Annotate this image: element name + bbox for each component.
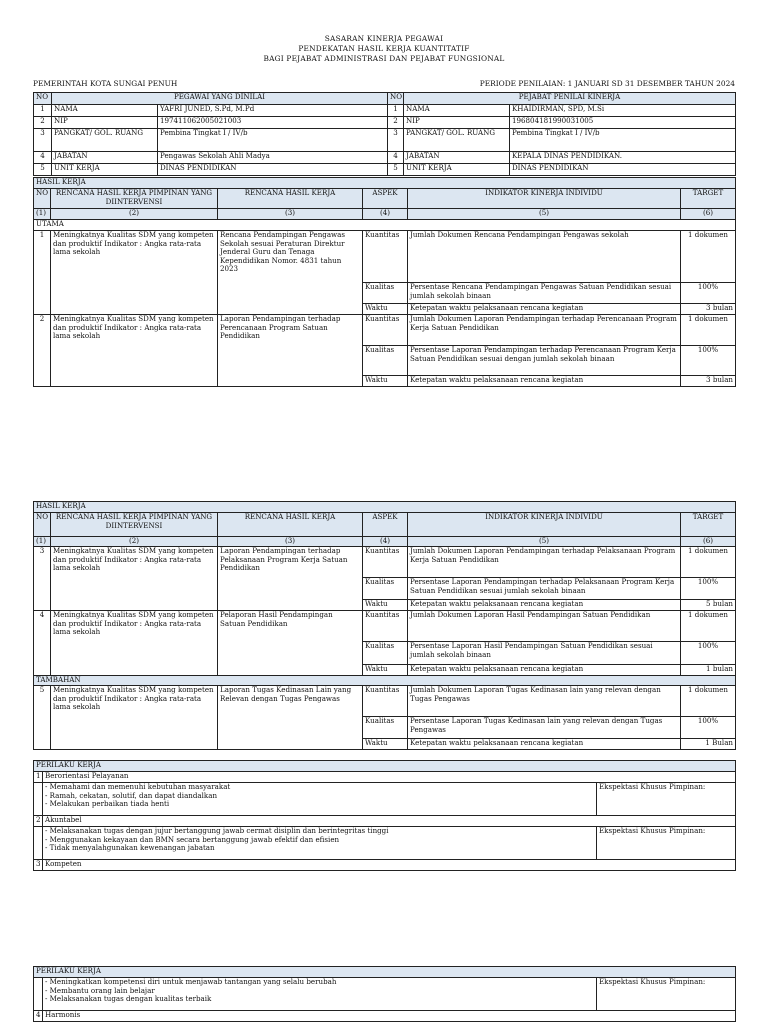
target-value: 3 bulan <box>681 304 736 315</box>
indicator-text: Jumlah Dokumen Laporan Hasil Pendampingan Satuan Pendidikan <box>408 611 681 642</box>
col-index: (5) <box>408 209 681 220</box>
employee-nip: 197411062005021003 <box>158 117 388 129</box>
pimpinan-text: Meningkatnya Kualitas SDM yang kompeten dan produktif Indikator : Angka rata-rata lama sekolah <box>51 686 218 750</box>
row-label: JABATAN <box>404 152 510 164</box>
indicator-text: Jumlah Dokumen Laporan Pendampingan terhadap Perencanaan Program Kerja Satuan Pendidikan <box>408 315 681 346</box>
row-label: NAMA <box>404 105 510 117</box>
employee-unit: DINAS PENDIDIKAN <box>158 164 388 176</box>
identity-table <box>33 92 736 176</box>
row-no: 4 <box>34 152 52 164</box>
rencana-text: Rencana Pendampingan Pengawas Sekolah sesuai Peraturan Direktur Jenderal Guru dan Tenaga Kependidikan Nomor. 4831 tahun 2023 <box>218 231 363 315</box>
indicator-text: Ketepatan waktu pelaksanaan rencana kegiatan <box>408 376 681 387</box>
col-indikator: INDIKATOR KINERJA INDIVIDU <box>408 189 681 209</box>
target-value: 1 dokumen <box>681 231 736 283</box>
aspect-label: Waktu <box>363 304 408 315</box>
behavior-detail <box>34 978 736 1011</box>
target-value: 1 dokumen <box>681 686 736 717</box>
col-index: (2) <box>51 209 218 220</box>
indicator-text: Ketepatan waktu pelaksanaan rencana kegiatan <box>408 600 681 611</box>
indicator-text: Jumlah Dokumen Laporan Tugas Kedinasan lain yang relevan dengan Tugas Pengawas <box>408 686 681 717</box>
row-no: 2 <box>388 117 404 129</box>
col-rencana: RENCANA HASIL KERJA <box>218 189 363 209</box>
row-no: 1 <box>388 105 404 117</box>
col-target: TARGET <box>681 513 736 537</box>
aspect-label: Kuantitas <box>363 686 408 717</box>
aspect-label: Waktu <box>363 739 408 750</box>
agency-name: PEMERINTAH KOTA SUNGAI PENUH <box>33 79 178 88</box>
row-no: 3 <box>34 129 52 152</box>
indicator-text: Jumlah Dokumen Rencana Pendampingan Pengawas sekolah <box>408 231 681 283</box>
item-no: 5 <box>34 686 51 750</box>
rencana-text: Laporan Pendampingan terhadap Perencanaan Program Satuan Pendidikan <box>218 315 363 387</box>
row-no: 3 <box>388 129 404 152</box>
target-value: 5 bulan <box>681 600 736 611</box>
behavior-group <box>34 816 736 827</box>
rencana-text: Pelaporan Hasil Pendampingan Satuan Pendidikan <box>218 611 363 676</box>
group-no: 2 <box>34 816 43 827</box>
behavior-line: - Tidak menyalahgunakan kewenangan jabatan <box>45 843 215 853</box>
identity-row <box>34 117 736 129</box>
behavior-table-2 <box>33 966 736 1022</box>
table-row <box>34 686 736 717</box>
row-label: NAMA <box>52 105 158 117</box>
row-no: 2 <box>34 117 52 129</box>
col-no: NO <box>34 513 51 537</box>
item-no: 3 <box>34 547 51 611</box>
aspect-label: Waktu <box>363 376 408 387</box>
behavior-lines <box>43 978 597 1011</box>
col-index: (1) <box>34 537 51 547</box>
employee-name: YAFRI JUNED, S.Pd, M.Pd <box>158 105 388 117</box>
section-title: PERILAKU KERJA <box>34 761 736 772</box>
col-indikator: INDIKATOR KINERJA INDIVIDU <box>408 513 681 537</box>
aspect-label: Waktu <box>363 600 408 611</box>
indicator-text: Persentase Rencana Pendampingan Pengawas Satuan Pendidikan sesuai jumlah sekolah binaan <box>408 283 681 304</box>
target-value: 100% <box>681 346 736 376</box>
row-label: NIP <box>404 117 510 129</box>
assessor-nip: 196804181990031005 <box>510 117 736 129</box>
behavior-line: - Meningkatkan kompetensi diri untuk menjawab tantangan yang selalu berubah <box>45 977 337 986</box>
behavior-group <box>34 860 736 871</box>
aspect-label: Kuantitas <box>363 315 408 346</box>
item-no: 4 <box>34 611 51 676</box>
behavior-line: - Memahami dan memenuhi kebutuhan masyarakat <box>45 782 231 791</box>
group-title: Harmonis <box>43 1011 736 1022</box>
section-title: HASIL KERJA <box>34 502 736 513</box>
behavior-line: - Melakukan perbaikan tiada henti <box>45 799 170 809</box>
col-index: (4) <box>363 209 408 220</box>
col-pimpinan: RENCANA HASIL KERJA PIMPINAN YANG DIINTERVENSI <box>51 513 218 537</box>
target-value: 100% <box>681 283 736 304</box>
assessor-rank: Pembina Tingkat I / IV/b <box>510 129 736 152</box>
col-index: (6) <box>681 209 736 220</box>
group-title: Akuntabel <box>43 816 736 827</box>
row-no: 5 <box>34 164 52 176</box>
col-target: TARGET <box>681 189 736 209</box>
row-no: 4 <box>388 152 404 164</box>
target-value: 3 bulan <box>681 376 736 387</box>
group-title: Berorientasi Pelayanan <box>43 772 736 783</box>
col-aspek: ASPEK <box>363 513 408 537</box>
right-title: PEJABAT PENILAI KINERJA <box>404 93 736 105</box>
indicator-text: Persentase Laporan Hasil Pendampingan Satuan Pendidikan sesuai jumlah sekolah binaan <box>408 642 681 665</box>
col-index: (3) <box>218 537 363 547</box>
left-title: PEGAWAI YANG DINILAI <box>52 93 388 105</box>
behavior-group <box>34 1011 736 1022</box>
col-index: (2) <box>51 537 218 547</box>
target-value: 100% <box>681 578 736 600</box>
behavior-lines <box>43 827 597 860</box>
behavior-line: - Membantu orang lain belajar <box>45 985 155 995</box>
pimpinan-text: Meningkatnya Kualitas SDM yang kompeten dan produktif Indikator : Angka rata-rata lama sekolah <box>51 315 218 387</box>
work-results-table-1 <box>33 177 736 387</box>
col-no: NO <box>34 189 51 209</box>
aspect-label: Kuantitas <box>363 547 408 578</box>
identity-row <box>34 105 736 117</box>
indicator-text: Ketepatan waktu pelaksanaan rencana kegiatan <box>408 739 681 750</box>
target-value: 1 dokumen <box>681 611 736 642</box>
spacer-cell <box>34 827 43 860</box>
indicator-text: Persentase Laporan Pendampingan terhadap Pelaksanaan Program Kerja Satuan Pendidikan sesuai jumlah sekolah binaan <box>408 578 681 600</box>
behavior-line: - Menggunakan kekayaan dan BMN secara bertanggung jawab efektif dan efisien <box>45 834 340 844</box>
row-no: 5 <box>388 164 404 176</box>
indicator-text: Ketepatan waktu pelaksanaan rencana kegiatan <box>408 665 681 676</box>
leader-expectation: Ekspektasi Khusus Pimpinan: <box>597 978 736 1011</box>
identity-row <box>34 152 736 164</box>
target-value: 100% <box>681 717 736 739</box>
group-no: 4 <box>34 1011 43 1022</box>
aspect-label: Kualitas <box>363 283 408 304</box>
assessor-name: KHAIDIRMAN, SPD, M.Si <box>510 105 736 117</box>
col-aspek: ASPEK <box>363 189 408 209</box>
indicator-text: Jumlah Dokumen Laporan Pendampingan terhadap Pelaksanaan Program Kerja Satuan Pendidikan <box>408 547 681 578</box>
pimpinan-text: Meningkatnya Kualitas SDM yang kompeten dan produktif Indikator : Angka rata-rata lama sekolah <box>51 611 218 676</box>
behavior-line: - Melaksanakan tugas dengan kualitas terbaik <box>45 994 212 1004</box>
group-no: 3 <box>34 860 43 871</box>
target-value: 100% <box>681 642 736 665</box>
table-row <box>34 315 736 346</box>
col-index: (3) <box>218 209 363 220</box>
col-no: NO <box>34 93 52 105</box>
behavior-table-1 <box>33 760 736 871</box>
doc-title: SASARAN KINERJA PEGAWAI <box>324 34 444 43</box>
aspect-label: Kualitas <box>363 642 408 665</box>
spacer-cell <box>34 978 43 1011</box>
target-value: 1 dokumen <box>681 547 736 578</box>
col-index: (5) <box>408 537 681 547</box>
indicator-text: Ketepatan waktu pelaksanaan rencana kegiatan <box>408 304 681 315</box>
doc-subtitle: PENDEKATAN HASIL KERJA KUANTITATIF <box>298 44 470 53</box>
row-label: NIP <box>52 117 158 129</box>
identity-row <box>34 164 736 176</box>
behavior-line: - Melaksanakan tugas dengan jujur bertanggung jawab cermat disiplin dan berintegritas tinggi <box>45 826 389 835</box>
work-results-table-2 <box>33 501 736 750</box>
row-label: PANGKAT/ GOL. RUANG <box>404 129 510 152</box>
item-no: 2 <box>34 315 51 387</box>
employee-position: Pengawas Sekolah Ahli Madya <box>158 152 388 164</box>
behavior-lines <box>43 783 597 816</box>
aspect-label: Kualitas <box>363 717 408 739</box>
table-row <box>34 611 736 642</box>
col-index: (4) <box>363 537 408 547</box>
group-tambahan: TAMBAHAN <box>34 676 736 686</box>
aspect-label: Kuantitas <box>363 611 408 642</box>
col-rencana: RENCANA HASIL KERJA <box>218 513 363 537</box>
target-value: 1 dokumen <box>681 315 736 346</box>
identity-row <box>34 129 736 152</box>
row-label: UNIT KERJA <box>52 164 158 176</box>
col-pimpinan: RENCANA HASIL KERJA PIMPINAN YANG DIINTERVENSI <box>51 189 218 209</box>
pimpinan-text: Meningkatnya Kualitas SDM yang kompeten dan produktif Indikator : Angka rata-rata lama sekolah <box>51 547 218 611</box>
rencana-text: Laporan Tugas Kedinasan Lain yang Relevan dengan Tugas Pengawas <box>218 686 363 750</box>
target-value: 1 bulan <box>681 665 736 676</box>
row-no: 1 <box>34 105 52 117</box>
aspect-label: Kuantitas <box>363 231 408 283</box>
group-no: 1 <box>34 772 43 783</box>
indicator-text: Persentase Laporan Tugas Kedinasan lain yang relevan dengan Tugas Pengawas <box>408 717 681 739</box>
group-title: Kompeten <box>43 860 736 871</box>
indicator-text: Persentase Laporan Pendampingan terhadap Perencanaan Program Kerja Satuan Pendidikan sesuai dengan jumlah sekolah binaan <box>408 346 681 376</box>
doc-subtitle-2: BAGI PEJABAT ADMINISTRASI DAN PEJABAT FUNGSIONAL <box>263 54 505 63</box>
employee-rank: Pembina Tingkat I / IV/b <box>158 129 388 152</box>
row-label: PANGKAT/ GOL. RUANG <box>52 129 158 152</box>
col-index: (6) <box>681 537 736 547</box>
leader-expectation: Ekspektasi Khusus Pimpinan: <box>597 827 736 860</box>
rencana-text: Laporan Pendampingan terhadap Pelaksanaan Program Kerja Satuan Pendidikan <box>218 547 363 611</box>
assessor-position: KEPALA DINAS PENDIDIKAN. <box>510 152 736 164</box>
group-utama: UTAMA <box>34 220 736 231</box>
aspect-label: Kualitas <box>363 578 408 600</box>
behavior-line: - Ramah, cekatan, solutif, dan dapat diandalkan <box>45 790 218 800</box>
behavior-group <box>34 772 736 783</box>
table-row <box>34 231 736 283</box>
behavior-detail <box>34 827 736 860</box>
item-no: 1 <box>34 231 51 315</box>
pimpinan-text: Meningkatnya Kualitas SDM yang kompeten dan produktif Indikator : Angka rata-rata lama sekolah <box>51 231 218 315</box>
section-title: PERILAKU KERJA <box>34 967 736 978</box>
col-index: (1) <box>34 209 51 220</box>
assessment-period: PERIODE PENILAIAN: 1 JANUARI SD 31 DESEMBER TAHUN 2024 <box>479 79 735 88</box>
col-no: NO <box>388 93 404 105</box>
behavior-detail <box>34 783 736 816</box>
section-title: HASIL KERJA <box>34 178 736 189</box>
table-row <box>34 547 736 578</box>
aspect-label: Kualitas <box>363 346 408 376</box>
row-label: UNIT KERJA <box>404 164 510 176</box>
assessor-unit: DINAS PENDIDIKAN <box>510 164 736 176</box>
spacer-cell <box>34 783 43 816</box>
leader-expectation: Ekspektasi Khusus Pimpinan: <box>597 783 736 816</box>
aspect-label: Waktu <box>363 665 408 676</box>
row-label: JABATAN <box>52 152 158 164</box>
target-value: 1 Bulan <box>681 739 736 750</box>
